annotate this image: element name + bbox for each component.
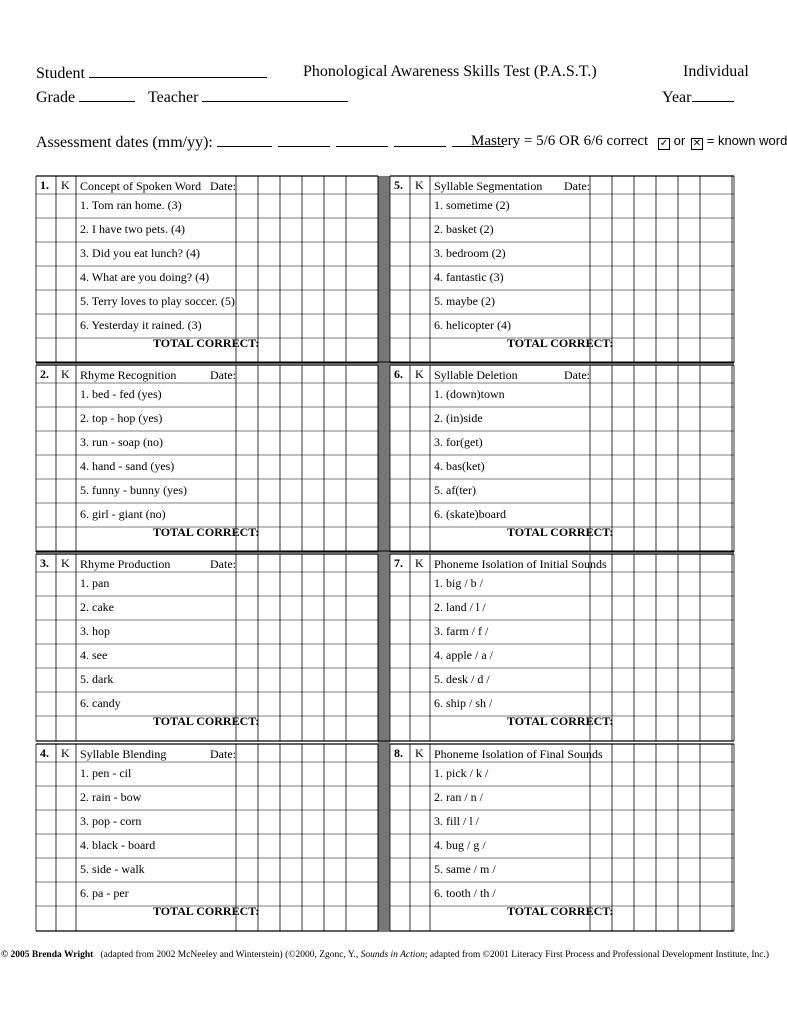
list-item: 3. pop - corn [80, 814, 142, 828]
list-item: 5. maybe (2) [434, 294, 495, 308]
section-title: Syllable Deletion [434, 368, 518, 382]
list-item: 2. cake [80, 600, 114, 614]
date-label: Date: [210, 368, 236, 382]
mastery-text: Mastery = 5/6 OR 6/6 correct [471, 133, 649, 149]
list-item: 6. candy [80, 696, 121, 710]
list-item: 5. desk / d / [434, 672, 490, 686]
list-item: 3. bedroom (2) [434, 246, 506, 260]
total-correct-label: TOTAL CORRECT: [507, 904, 614, 918]
k-label: K [415, 367, 424, 381]
k-label: K [61, 178, 70, 192]
known-word-text: = known word [706, 133, 787, 148]
section-title: Syllable Blending [80, 747, 167, 761]
list-item: 1. big / b / [434, 576, 484, 590]
date-label: Date: [210, 747, 236, 761]
list-item: 4. What are you doing? (4) [80, 270, 210, 284]
date-label: Date: [564, 179, 590, 193]
total-correct-label: TOTAL CORRECT: [507, 336, 614, 350]
section-number: 1. [40, 178, 49, 192]
list-item: 6. pa - per [80, 886, 129, 900]
total-correct-label: TOTAL CORRECT: [153, 336, 260, 350]
list-item: 4. bug / g / [434, 838, 486, 852]
list-item: 4. apple / a / [434, 648, 493, 662]
k-label: K [415, 556, 424, 570]
list-item: 1. bed - fed (yes) [80, 387, 162, 401]
list-item: 5. same / m / [434, 862, 496, 876]
list-item: 1. pick / k / [434, 766, 489, 780]
list-item: 5. funny - bunny (yes) [80, 483, 187, 497]
footer-tail: ; adapted from ©2001 Literacy First Process and Professional Development Institute, Inc.) [424, 950, 770, 960]
list-item: 1. pan [80, 576, 110, 590]
list-item: 6. Yesterday it rained. (3) [80, 318, 202, 332]
list-item: 4. black - board [80, 838, 156, 852]
list-item: 5. side - walk [80, 862, 145, 876]
list-item: 1. sometime (2) [434, 198, 510, 212]
grade-label: Grade [36, 89, 76, 106]
section-title: Phoneme Isolation of Initial Sounds [434, 557, 607, 571]
footer-copyright: © 2005 Brenda Wright [0, 950, 94, 960]
list-item: 5. dark [80, 672, 114, 686]
list-item: 2. basket (2) [434, 222, 494, 236]
list-item: 3. for(get) [434, 435, 483, 449]
k-label: K [415, 746, 424, 760]
list-item: 3. farm / f / [434, 624, 489, 638]
list-item: 6. tooth / th / [434, 886, 496, 900]
list-item: 6. helicopter (4) [434, 318, 511, 332]
section-title: Rhyme Production [80, 557, 171, 571]
list-item: 2. land / l / [434, 600, 486, 614]
list-item: 6. (skate)board [434, 507, 506, 521]
date-label: Date: [210, 557, 236, 571]
list-item: 4. hand - sand (yes) [80, 459, 175, 473]
teacher-label: Teacher [148, 89, 199, 106]
list-item: 2. I have two pets. (4) [80, 222, 185, 236]
list-item: 4. fantastic (3) [434, 270, 504, 284]
section-title: Syllable Segmentation [434, 179, 543, 193]
list-item: 2. (in)side [434, 411, 483, 425]
list-item: 6. girl - giant (no) [80, 507, 166, 521]
list-item: 5. Terry loves to play soccer. (5) [80, 294, 235, 308]
list-item: 3. run - soap (no) [80, 435, 163, 449]
section-number: 7. [394, 556, 403, 570]
footer-book: Sounds in Action [360, 950, 425, 960]
year-label: Year [662, 89, 692, 106]
list-item: 2. rain - bow [80, 790, 142, 804]
list-item: 3. hop [80, 624, 110, 638]
student-label: Student [36, 65, 85, 82]
center-divider-bar [378, 176, 390, 932]
list-item: 3. Did you eat lunch? (4) [80, 246, 200, 260]
section-number: 2. [40, 367, 49, 381]
k-label: K [61, 367, 70, 381]
page-title: Phonological Awareness Skills Test (P.A.S.T.) [303, 63, 597, 80]
footer-rest: (adapted from 2002 McNeeley and Winterstein) (©2000, Zgonc, Y., [100, 950, 361, 960]
checkmark-icon: ✓ [659, 138, 669, 149]
list-item: 4. see [80, 648, 108, 662]
list-item: 1. pen - cil [80, 766, 132, 780]
list-item: 5. af(ter) [434, 483, 476, 497]
section-number: 5. [394, 178, 403, 192]
or-text: or [673, 133, 686, 148]
section-number: 4. [40, 746, 49, 760]
total-correct-label: TOTAL CORRECT: [153, 525, 260, 539]
list-item: 1. Tom ran home. (3) [80, 198, 182, 212]
k-label: K [61, 746, 70, 760]
total-correct-label: TOTAL CORRECT: [507, 714, 614, 728]
section-title: Concept of Spoken Word [80, 179, 202, 193]
section-number: 6. [394, 367, 403, 381]
total-correct-label: TOTAL CORRECT: [153, 904, 260, 918]
date-label: Date: [564, 368, 590, 382]
date-label: Date: [210, 179, 236, 193]
section-title: Rhyme Recognition [80, 368, 177, 382]
k-label: K [61, 556, 70, 570]
list-item: 2. top - hop (yes) [80, 411, 163, 425]
list-item: 3. fill / l / [434, 814, 479, 828]
list-item: 6. ship / sh / [434, 696, 493, 710]
total-correct-label: TOTAL CORRECT: [153, 714, 260, 728]
assessment-label: Assessment dates (mm/yy): [36, 134, 213, 151]
list-item: 2. ran / n / [434, 790, 483, 804]
list-item: 4. bas(ket) [434, 459, 485, 473]
total-correct-label: TOTAL CORRECT: [507, 525, 614, 539]
section-number: 3. [40, 556, 49, 570]
x-box-icon: ✕ [692, 138, 702, 149]
section-title: Phoneme Isolation of Final Sounds [434, 747, 603, 761]
footer-credit [0, 950, 770, 960]
section-number: 8. [394, 746, 403, 760]
k-label: K [415, 178, 424, 192]
list-item: 1. (down)town [434, 387, 505, 401]
individual-label: Individual [683, 63, 749, 80]
